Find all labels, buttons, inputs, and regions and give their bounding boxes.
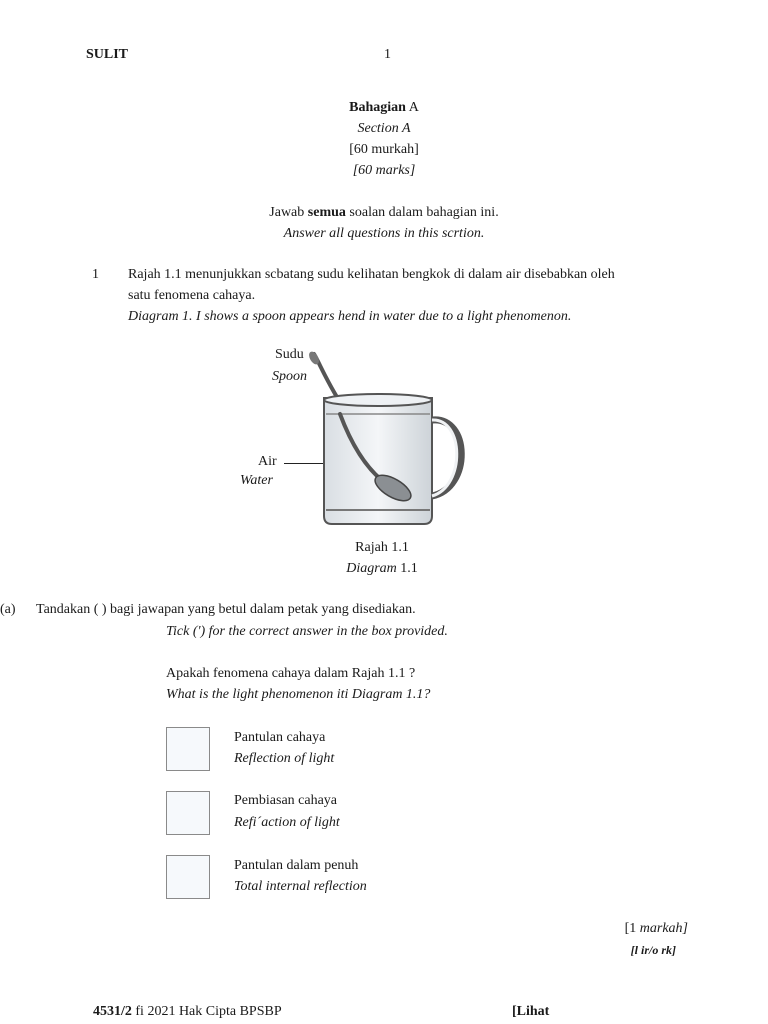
part-a-question-en: What is the light phenomenon iti Diagram 1.1? (166, 687, 431, 702)
part-a-instruction-en: Tick (') for the correct answer in the box provided. (166, 624, 448, 639)
section-title (0, 100, 768, 116)
diagram-caption-en-italic: Diagram (346, 561, 397, 576)
diagram-label-water-en: Water (240, 473, 273, 488)
option-3-en: Total internal reflection (234, 879, 367, 894)
instruction-ms-pre: Jawab (269, 205, 308, 220)
instruction-ms (0, 205, 768, 221)
section-title-en: Section A (357, 121, 411, 136)
answer-box-refraction[interactable] (166, 791, 210, 835)
section-title-bold: Bahagian (349, 100, 406, 115)
part-a-question-ms: Apakah fenomena cahaya dalam Rajah 1.1 ? (166, 666, 416, 681)
diagram-caption-en-rest: 1.1 (396, 561, 418, 576)
option-2-ms: Pembiasan cahaya (234, 793, 338, 808)
marks-ms (625, 921, 688, 937)
footer-left (93, 1004, 282, 1020)
question-text-ms-line1: Rajah 1.1 menunjukkan scbatang sudu kelihatan bengkok di dalam air disebabkan oleh (128, 267, 615, 282)
section-title-rest: A (405, 100, 419, 115)
instruction-en: Answer all questions in this scrtion. (283, 226, 485, 241)
section-marks-en: [60 marks] (352, 163, 416, 178)
option-1-ms: Pantulan cahaya (234, 730, 326, 745)
option-3-ms: Pantulan dalam penuh (234, 858, 359, 873)
diagram-caption-ms: Rajah 1.1 (355, 540, 409, 555)
diagram-label-water-ms: Air (258, 454, 277, 469)
instruction-ms-bold: semua (307, 205, 346, 220)
answer-box-reflection[interactable] (166, 727, 210, 771)
marks-ms-pre: [1 (624, 921, 640, 936)
question-text-en: Diagram 1. I shows a spoon appears hend in water due to a light phenomenon. (128, 309, 572, 324)
question-number: 1 (92, 267, 99, 282)
section-marks-ms-text: [60 murkah] (349, 142, 419, 157)
marks-ms-italic: markah] (639, 921, 688, 936)
question-text-ms-line2: satu fenomena cahaya. (128, 288, 256, 303)
page-number: 1 (384, 47, 391, 62)
glass-rim (324, 394, 432, 406)
diagram-label-spoon-ms: Sudu (275, 347, 304, 362)
answer-box-total-internal-reflection[interactable] (166, 855, 210, 899)
diagram-caption-en (282, 561, 482, 577)
header-sulit: SULIT (86, 47, 129, 62)
footer-code: 4531/2 (93, 1004, 132, 1019)
part-a-instruction-ms: Tandakan ( ) bagi jawapan yang betul dalam petak yang disediakan. (36, 602, 416, 617)
marks-en: [l ir/o rk] (630, 943, 676, 957)
diagram-label-spoon-en: Spoon (272, 369, 307, 384)
glass-with-spoon-figure (256, 350, 486, 530)
part-a-label: (a) (0, 602, 16, 617)
option-1-en: Reflection of light (234, 751, 335, 766)
option-2-en: Refi´action of light (234, 815, 340, 830)
instruction-ms-post: soalan dalam bahagian ini. (345, 205, 499, 220)
footer-copyright: fi 2021 Hak Cipta BPSBP (131, 1004, 282, 1019)
section-marks-ms (0, 142, 768, 158)
footer-right: [Lihat (512, 1004, 550, 1019)
